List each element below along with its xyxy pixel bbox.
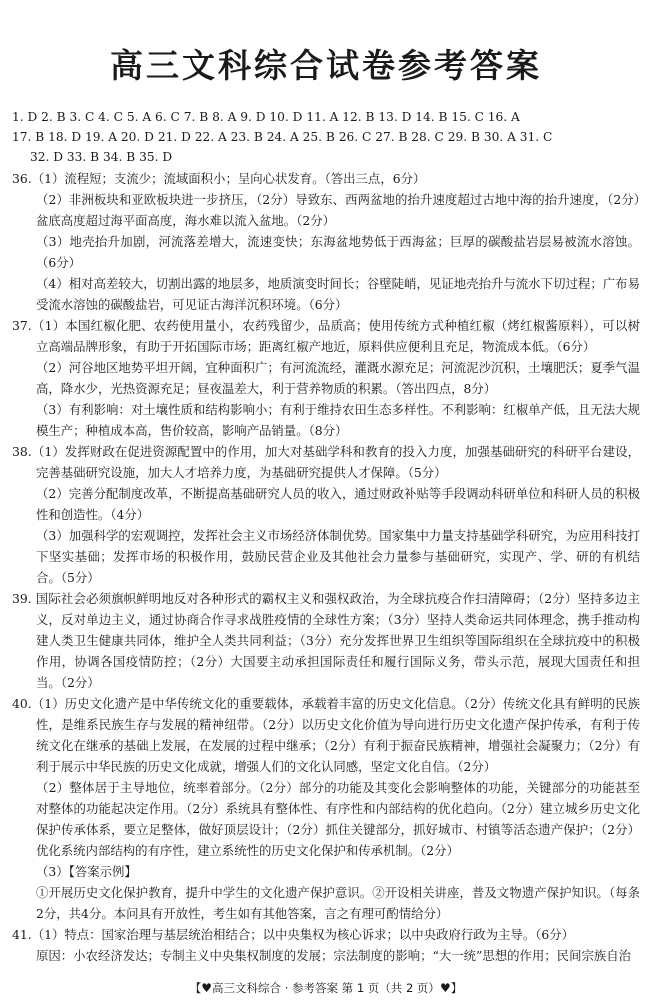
footer-text: 高三文科综合 · 参考答案 第 1 页（共 2 页）	[212, 981, 440, 995]
answer-content	[12, 168, 640, 966]
q40-part1: 40.（1）历史文化遗产是中华传统文化的重要载体，承载着丰富的历史文化信息。（2分）传统文化具有鲜明的民族性，是维系民族生存与发展的精神纽带。（2分）以历史文化价值为导向进行历史文化遗产保护传承，有利于传统文化在继承的基础上发展，在发展的过程中继承；（2分）有利于振奋民族精神，增强社会凝聚力；（2分）有利于展示中华民族的历史文化成就，增强人们的文化认同感，坚定文化自信。（2分）	[12, 696, 640, 774]
q40-part3-example: ①开展历史文化保护教育，提升中学生的文化遗产保护意识。②开设相关讲座，普及文物遗产保护知识。（每条2分，共4分。本问具有开放性，考生如有其他答案，言之有理可酌情给分）	[36, 885, 640, 921]
heart-icon: ♥	[201, 981, 213, 995]
q36-part2: （2）非洲板块和亚欧板块进一步挤压，（2分）导致东、西两盆地的抬升速度超过古地中海的抬升速度，（2分）盆底高度超过海平面高度，海水难以流入盆地。（2分）	[36, 192, 640, 228]
answer-row-1: 1. D 2. B 3. C 4. C 5. A 6. C 7. B 8. A 9. D 10. D 11. A 12. B 13. D 14. B 15. C 16. A	[12, 110, 520, 124]
q37-part3: （3）有利影响：对土壤性质和结构影响小；有利于维持农田生态多样性。不利影响：红椒单产低，且无法大规模生产；种植成本高，售价较高，影响产品销量。（8分）	[36, 402, 640, 438]
page-title: 高三文科综合试卷参考答案	[110, 46, 542, 85]
q40-part3-heading: （3）【答案示例】	[36, 864, 137, 879]
multiple-choice-answers	[12, 107, 644, 167]
q39-answer: 39. 国际社会必须旗帜鲜明地反对各种形式的霸权主义和强权政治，为全球抗疫合作扫清障碍；（2分）坚持多边主义，反对单边主义，通过协商合作寻求战胜疫情的全球性方案；（3分）坚持人类命运共同体理念，携手推动构建人类卫生健康共同体，维护全人类共同利益；（3分）充分发挥世界卫生组织等国际组织在全球抗疫中的积极作用，协调各国疫情防控；（2分）大国要主动承担国际责任和履行国际义务，带头示范，展现大国责任和担当。（2分）	[12, 591, 640, 690]
q36-part1: 36.（1）流程短；支流少；流域面积小；呈向心状发育。（答出三点，6分）	[12, 171, 426, 186]
q38-part1: 38.（1）发挥财政在促进资源配置中的作用，加大对基础学科和教育的投入力度，加强基础研究的科研平台建设，完善基础研究设施，加大人才培养力度，为基础研究提供人才保障。（5分）	[12, 444, 640, 480]
heart-icon-right: ♥	[439, 981, 451, 995]
answer-row-2: 17. B 18. D 19. A 20. D 21. D 22. A 23. B 24. A 25. B 26. C 27. B 28. C 29. B 30. A 31. C	[12, 130, 553, 144]
q41-part1-reasons: 原因：小农经济发达；专制主义中央集权制度的发展；宗法制度的影响；“大一统”思想的作用；民间宗族自治	[36, 948, 632, 963]
q40-part2: （2）整体居于主导地位，统率着部分。（2分）部分的功能及其变化会影响整体的功能，关键部分的功能甚至对整体的功能起决定作用。（2分）系统具有整体性、有序性和内部结构的优化趋向。（2分）建立城乡历史文化保护传承体系，要立足整体，做好顶层设计；（2分）抓住关键部分，抓好城市、村镇等活态遗产保护；（2分）优化系统内部结构的有序性，建立系统性的历史文化保护和传承机制。（2分）	[36, 780, 640, 858]
q36-part3: （3）地壳抬升加剧，河流落差增大，流速变快；东海盆地势低于西海盆；巨厚的碳酸盐岩层易被流水溶蚀。（6分）	[36, 234, 640, 270]
q38-part2: （2）完善分配制度改革，不断提高基础研究人员的收入，通过财政补贴等手段调动科研单位和科研人员的积极性和创造性。（4分）	[36, 486, 640, 522]
q36-part4: （4）相对高差较大，切割出露的地层多，地质演变时间长；谷壁陡峭，见证地壳抬升与流水下切过程；广布易受流水溶蚀的碳酸盐岩，可见证古海洋沉积环境。（6分）	[36, 276, 640, 312]
q37-part1: 37.（1）本国红椒化肥、农药使用量小，农药残留少，品质高；使用传统方式种植红椒（烤红椒酱原料），可以树立高端品牌形象，有助于开拓国际市场；距离红椒产地近，原料供应便利且充足，物流成本低。（6分）	[12, 318, 640, 354]
page-footer: 【♥高三文科综合 · 参考答案 第 1 页（共 2 页）♥】	[189, 981, 463, 995]
q38-part3: （3）加强科学的宏观调控，发挥社会主义市场经济体制优势。国家集中力量支持基础学科研究，为应用科技打下坚实基础；发挥市场的积极作用，鼓励民营企业及其他社会力量参与基础研究，实现产、学、研的有机结合。（5分）	[36, 528, 640, 585]
q37-part2: （2）河谷地区地势平坦开阔，宜种面积广；有河流流经，灌溉水源充足；河流泥沙沉积，土壤肥沃；夏季气温高，降水少，光热资源充足；昼夜温差大，利于营养物质的积累。（答出四点，8分）	[36, 360, 640, 396]
q41-part1: 41.（1）特点：国家治理与基层统治相结合；以中央集权为核心诉求；以中央政府行政为主导。（6分）	[12, 927, 575, 942]
answer-row-3: 32. D 33. B 34. B 35. D	[30, 150, 173, 164]
